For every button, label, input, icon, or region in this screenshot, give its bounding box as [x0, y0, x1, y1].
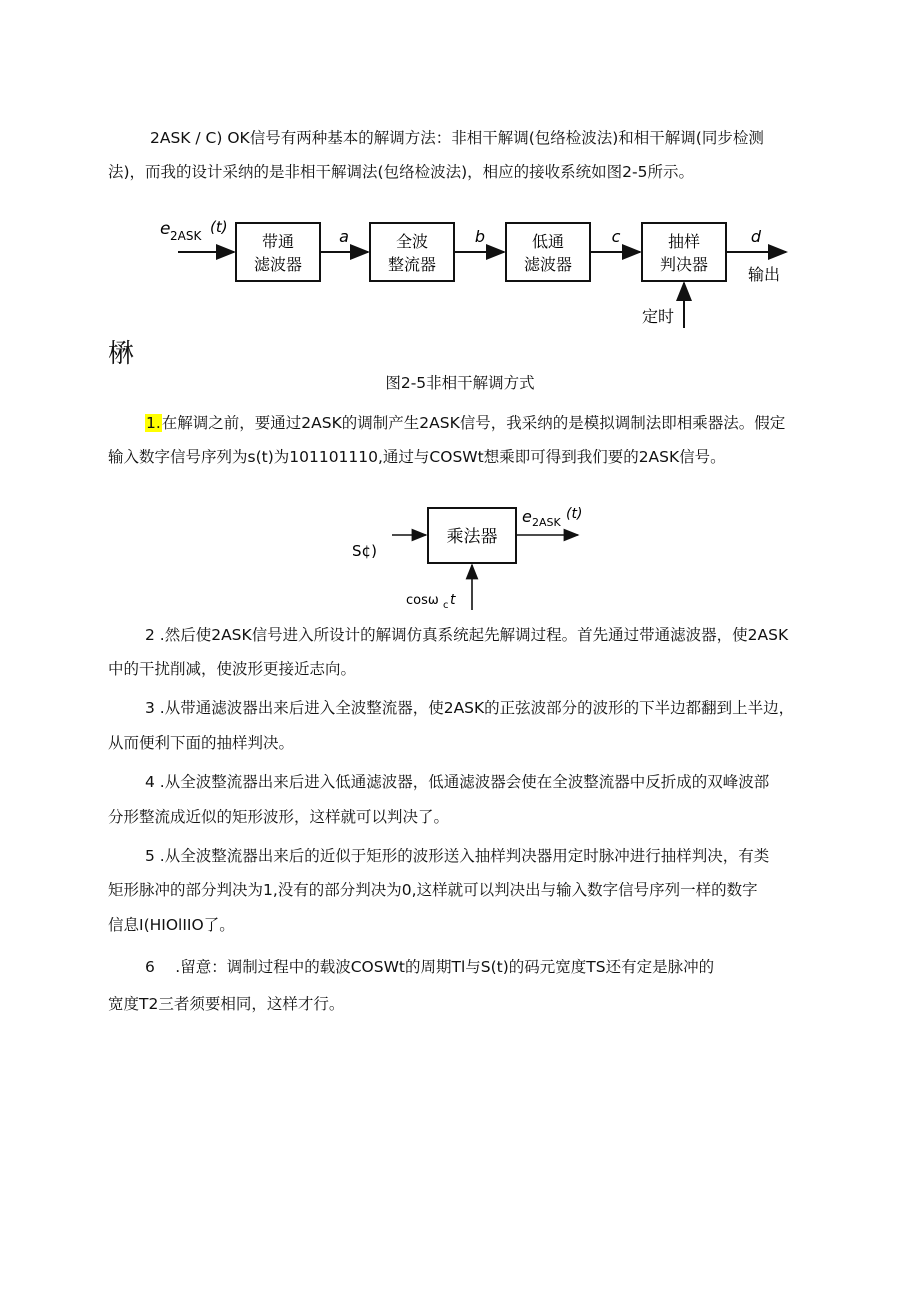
lowpass-label-1: 低通 — [531, 232, 565, 251]
input-signal-sub: 2ASK — [170, 229, 202, 243]
step-1-number: 1. — [146, 414, 161, 432]
step-5-line-3: 信息I(HIOlIIO了。 — [108, 916, 235, 934]
step-1-text: 在解调之前，要通过2ASK的调制产生2ASK信号，我采纳的是模拟调制法即相乘器法。假定 — [161, 414, 786, 432]
lowpass-label-2: 滤波器 — [523, 255, 573, 274]
timing-label: 定时 — [642, 307, 675, 326]
carrier-t: t — [450, 592, 456, 608]
step-1-line-2: 输入数字信号序列为s(t)为101101110,通过与COSWt想乘即可得到我们要的2ASK信号。 — [108, 448, 726, 466]
carrier-sub: c — [443, 600, 449, 611]
carrier-label: cosω — [406, 593, 439, 608]
signal-b: b — [474, 227, 486, 246]
multiplier-output-label: e — [522, 507, 532, 526]
output-label: 输出 — [748, 265, 781, 284]
step-2-line-2: 中的干扰削减，使波形更接近志向。 — [108, 660, 357, 678]
input-signal-label: e — [160, 219, 171, 239]
rectifier-label-2: 整流器 — [387, 255, 437, 274]
multiplier-diagram — [340, 498, 600, 613]
stray-character: 楙 — [108, 339, 135, 369]
multiplier-input-label: S¢) — [352, 542, 377, 560]
rectifier-label-1: 全波 — [395, 232, 429, 251]
step-5-line-1: 5 .从全波整流器出来后的近似于矩形的波形送入抽样判决器用定时脉冲进行抽样判决，有类 — [145, 847, 770, 865]
bandpass-label-1: 带通 — [261, 232, 295, 251]
signal-d: d — [750, 227, 762, 246]
multiplier-output-arg: (t) — [566, 506, 583, 522]
step-4-line-2: 分形整流成近似的矩形波形，这样就可以判决了。 — [108, 808, 450, 826]
step-4-line-1: 4 .从全波整流器出来后进入低通滤波器，低通滤波器会使在全波整流器中反折成的双峰波部 — [145, 773, 770, 791]
step-3-line-1: 3 .从带通滤波器出来后进入全波整流器，使2ASK的正弦波部分的波形的下半边都翻到上半边， — [145, 699, 795, 717]
step-6-line-1: 6 .留意：调制过程中的载波COSWt的周期Tl与S(t)的码元宽度TS还有定是脉冲的 — [145, 958, 715, 976]
step-6-line-2: 宽度T2三者须要相同，这样才行。 — [108, 995, 345, 1013]
figure-caption: 图2-5非相干解调方式 — [385, 374, 535, 392]
demodulation-block-diagram — [150, 210, 800, 335]
step-5-line-2: 矩形脉冲的部分判决为1,没有的部分判决为0,这样就可以判决出与输入数字信号序列一样的数字 — [108, 881, 758, 899]
signal-a: a — [339, 227, 349, 246]
step-3-line-2: 从而便利下面的抽样判决。 — [108, 734, 295, 752]
step-1-line-1 — [145, 412, 785, 435]
input-signal-arg: (t) — [210, 218, 228, 236]
intro-line-1: 2ASK / C) OK信号有两种基本的解调方法：非相干解调(包络检波法)和相干解调(同步检测 — [150, 129, 764, 147]
multiplier-output-sub: 2ASK — [532, 516, 561, 529]
decision-label-1: 抽样 — [667, 232, 701, 251]
step-2-line-1: 2 .然后使2ASK信号进入所设计的解调仿真系统起先解调过程。首先通过带通滤波器，使2ASK — [145, 626, 789, 644]
bandpass-label-2: 滤波器 — [253, 255, 303, 274]
intro-line-2: 法)，而我的设计采纳的是非相干解调法(包络检波法)，相应的接收系统如图2-5所示。 — [108, 163, 694, 181]
decision-label-2: 判决器 — [659, 255, 709, 274]
multiplier-label: 乘法器 — [446, 527, 498, 547]
signal-c: c — [611, 227, 621, 246]
